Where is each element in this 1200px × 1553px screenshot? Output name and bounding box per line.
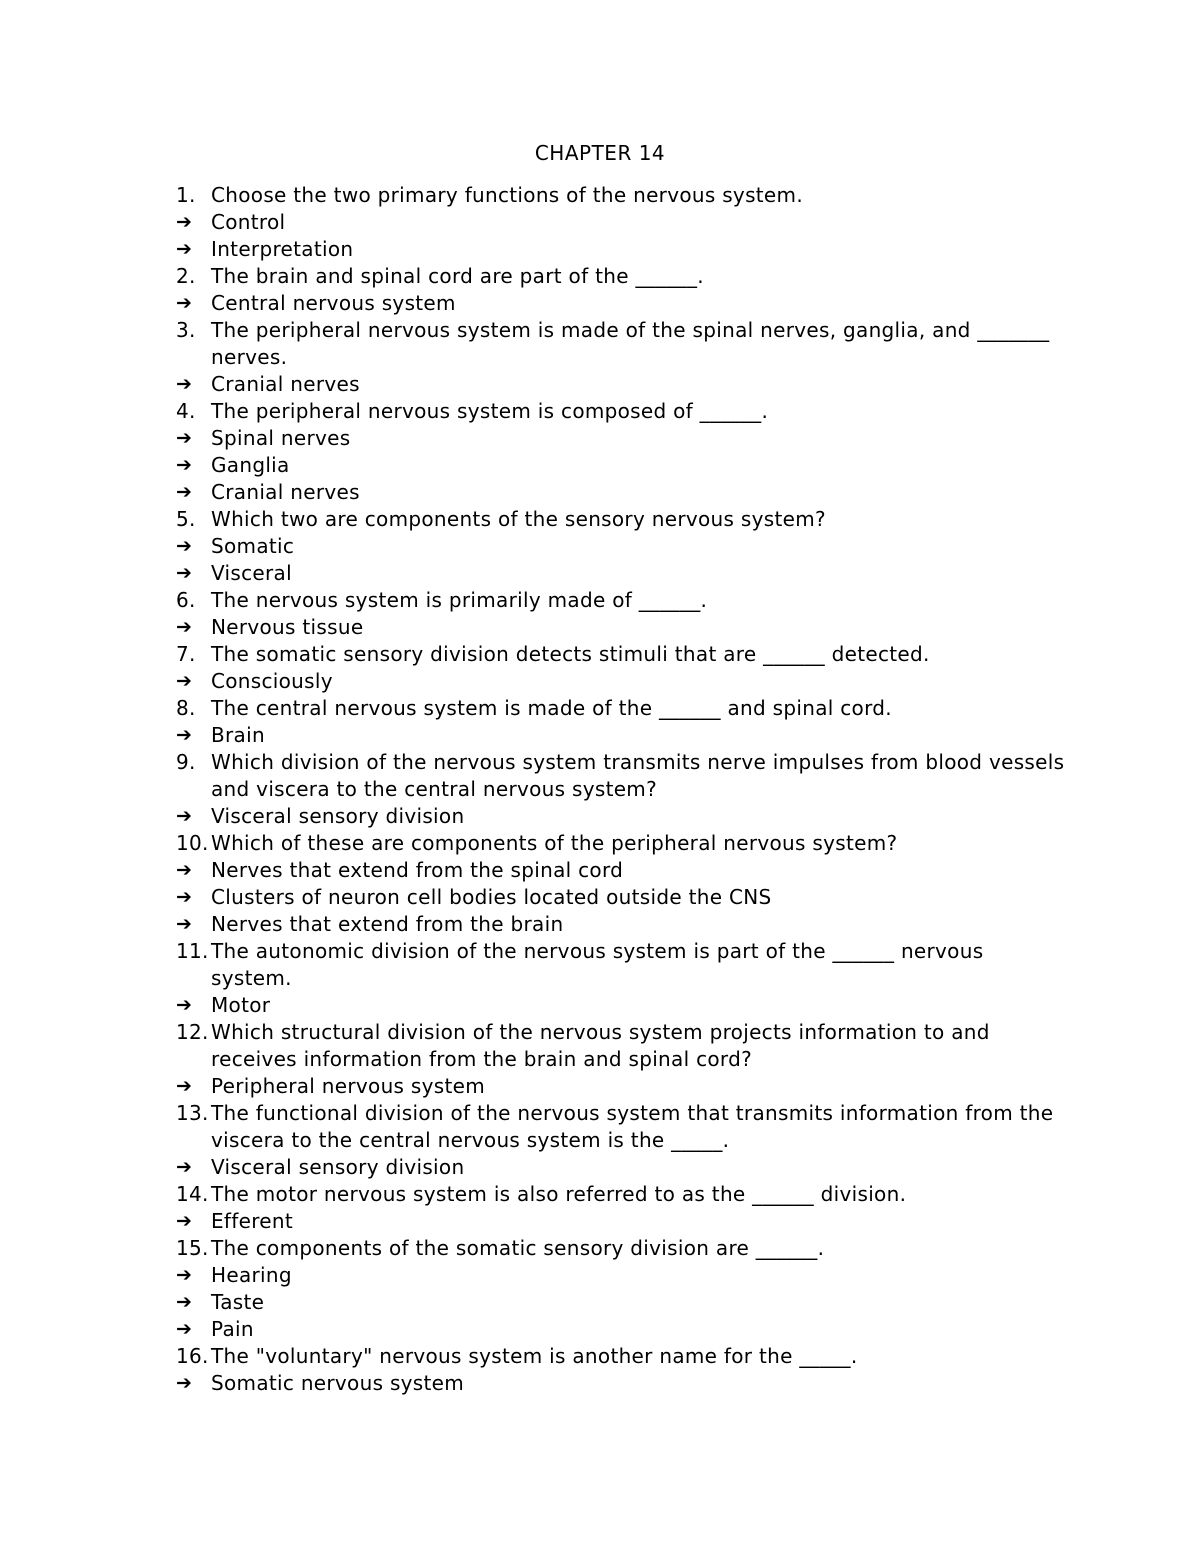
answer-item	[176, 1262, 1066, 1289]
question-number: 4.	[176, 399, 196, 423]
answer-text: Somatic nervous system	[211, 1371, 465, 1395]
answer-item	[176, 425, 1066, 452]
question-number: 6.	[176, 588, 196, 612]
arrow-icon: ➔	[176, 1075, 193, 1097]
question-text: The central nervous system is made of the ______ and spinal cord.	[211, 696, 892, 720]
question-text: Which division of the nervous system transmits nerve impulses from blood vessels and viscera to the central nervous system?	[211, 750, 1065, 801]
arrow-icon: ➔	[176, 454, 193, 476]
answer-text: Hearing	[211, 1263, 292, 1287]
answer-text: Pain	[211, 1317, 254, 1341]
question-item	[176, 695, 1066, 722]
arrow-icon: ➔	[176, 1264, 193, 1286]
arrow-icon: ➔	[176, 481, 193, 503]
answer-item	[176, 290, 1066, 317]
answer-item	[176, 1316, 1066, 1343]
question-number: 3.	[176, 318, 196, 342]
question-number: 5.	[176, 507, 196, 531]
question-item	[176, 317, 1066, 371]
question-text: The peripheral nervous system is made of the spinal nerves, ganglia, and _______ nerves.	[211, 318, 1050, 369]
answer-text: Visceral sensory division	[211, 804, 465, 828]
answer-item	[176, 1289, 1066, 1316]
answer-item	[176, 1208, 1066, 1235]
question-text: Which two are components of the sensory nervous system?	[211, 507, 826, 531]
question-number: 11.	[176, 939, 209, 963]
arrow-icon: ➔	[176, 1318, 193, 1340]
answer-item	[176, 614, 1066, 641]
answer-item	[176, 560, 1066, 587]
answer-item	[176, 371, 1066, 398]
arrow-icon: ➔	[176, 724, 193, 746]
answer-text: Taste	[211, 1290, 265, 1314]
question-item	[176, 830, 1066, 857]
arrow-icon: ➔	[176, 859, 193, 881]
answer-text: Visceral sensory division	[211, 1155, 465, 1179]
question-number: 14.	[176, 1182, 209, 1206]
arrow-icon: ➔	[176, 886, 193, 908]
answer-text: Spinal nerves	[211, 426, 351, 450]
question-number: 1.	[176, 183, 196, 207]
question-item	[176, 641, 1066, 668]
answer-text: Control	[211, 210, 286, 234]
question-text: Choose the two primary functions of the nervous system.	[211, 183, 803, 207]
answer-text: Nervous tissue	[211, 615, 364, 639]
question-text: The somatic sensory division detects stimuli that are ______ detected.	[211, 642, 930, 666]
arrow-icon: ➔	[176, 535, 193, 557]
arrow-icon: ➔	[176, 427, 193, 449]
question-text: The motor nervous system is also referred to as the ______ division.	[211, 1182, 907, 1206]
question-text: The autonomic division of the nervous system is part of the ______ nervous system.	[211, 939, 984, 990]
question-item	[176, 506, 1066, 533]
question-item	[176, 938, 1066, 992]
arrow-icon: ➔	[176, 805, 193, 827]
question-number: 16.	[176, 1344, 209, 1368]
question-text: The brain and spinal cord are part of the ______.	[211, 264, 704, 288]
arrow-icon: ➔	[176, 562, 193, 584]
arrow-icon: ➔	[176, 913, 193, 935]
question-number: 15.	[176, 1236, 209, 1260]
question-item	[176, 1181, 1066, 1208]
answer-item	[176, 452, 1066, 479]
answer-text: Motor	[211, 993, 271, 1017]
question-number: 10.	[176, 831, 209, 855]
answer-item	[176, 857, 1066, 884]
answer-item	[176, 533, 1066, 560]
answer-item	[176, 1370, 1066, 1397]
answer-text: Somatic	[211, 534, 295, 558]
answer-item	[176, 884, 1066, 911]
answer-text: Visceral	[211, 561, 292, 585]
question-text: Which structural division of the nervous system projects information to and receives information from the brain and spinal cord?	[211, 1020, 990, 1071]
question-item	[176, 398, 1066, 425]
answer-text: Central nervous system	[211, 291, 456, 315]
question-number: 13.	[176, 1101, 209, 1125]
answer-item	[176, 722, 1066, 749]
answer-item	[176, 992, 1066, 1019]
answer-item	[176, 803, 1066, 830]
arrow-icon: ➔	[176, 994, 193, 1016]
answer-text: Cranial nerves	[211, 480, 360, 504]
question-text: The "voluntary" nervous system is another name for the _____.	[211, 1344, 858, 1368]
answer-item	[176, 479, 1066, 506]
arrow-icon: ➔	[176, 238, 193, 260]
arrow-icon: ➔	[176, 373, 193, 395]
answer-text: Cranial nerves	[211, 372, 360, 396]
answer-text: Ganglia	[211, 453, 290, 477]
question-number: 12.	[176, 1020, 209, 1044]
answer-item	[176, 911, 1066, 938]
answer-text: Peripheral nervous system	[211, 1074, 486, 1098]
answer-item	[176, 209, 1066, 236]
question-item	[176, 1343, 1066, 1370]
question-text: Which of these are components of the peripheral nervous system?	[211, 831, 898, 855]
question-item	[176, 749, 1066, 803]
question-item	[176, 1019, 1066, 1073]
answer-item	[176, 236, 1066, 263]
question-item	[176, 263, 1066, 290]
arrow-icon: ➔	[176, 292, 193, 314]
answer-text: Nerves that extend from the spinal cord	[211, 858, 624, 882]
answer-text: Nerves that extend from the brain	[211, 912, 564, 936]
question-text: The functional division of the nervous system that transmits information from the viscera to the central nervous system is the _____.	[211, 1101, 1054, 1152]
question-text: The nervous system is primarily made of ______.	[211, 588, 708, 612]
question-item	[176, 182, 1066, 209]
arrow-icon: ➔	[176, 1210, 193, 1232]
page-title: CHAPTER 14	[534, 141, 666, 165]
arrow-icon: ➔	[176, 1156, 193, 1178]
arrow-icon: ➔	[176, 211, 193, 233]
answer-text: Clusters of neuron cell bodies located outside the CNS	[211, 885, 772, 909]
arrow-icon: ➔	[176, 616, 193, 638]
question-number: 9.	[176, 750, 196, 774]
answer-text: Consciously	[211, 669, 333, 693]
answer-item	[176, 1073, 1066, 1100]
arrow-icon: ➔	[176, 1372, 193, 1394]
arrow-icon: ➔	[176, 1291, 193, 1313]
question-number: 8.	[176, 696, 196, 720]
question-text: The peripheral nervous system is composed of ______.	[211, 399, 769, 423]
answer-item	[176, 1154, 1066, 1181]
question-item	[176, 1100, 1066, 1154]
question-number: 2.	[176, 264, 196, 288]
question-answer-list	[176, 182, 1066, 1397]
question-item	[176, 1235, 1066, 1262]
answer-text: Brain	[211, 723, 265, 747]
question-item	[176, 587, 1066, 614]
question-number: 7.	[176, 642, 196, 666]
answer-text: Efferent	[211, 1209, 294, 1233]
arrow-icon: ➔	[176, 670, 193, 692]
answer-item	[176, 668, 1066, 695]
answer-text: Interpretation	[211, 237, 354, 261]
question-text: The components of the somatic sensory division are ______.	[211, 1236, 825, 1260]
